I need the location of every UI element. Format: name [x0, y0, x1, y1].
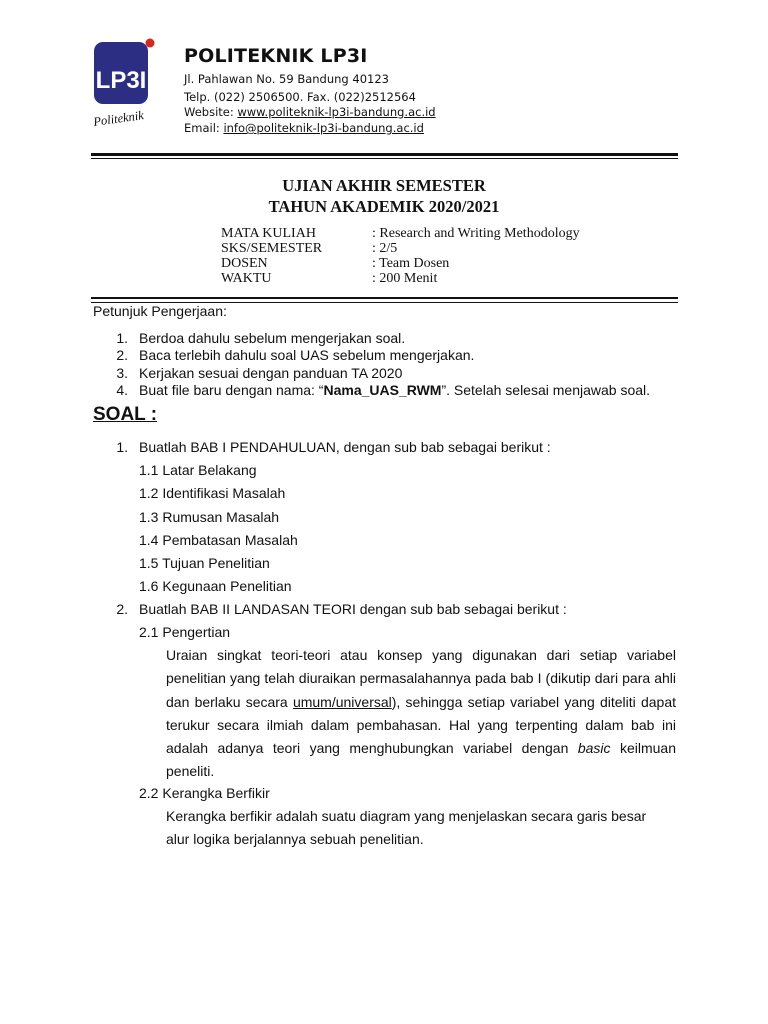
question-number: 1. [116, 439, 128, 455]
instruction-item: Baca terlebih dahulu soal UAS sebelum mengerjakan. [139, 347, 475, 363]
instruction-number: 2. [116, 347, 128, 363]
instruction-number: 4. [116, 382, 128, 398]
soal-heading: SOAL : [93, 404, 158, 425]
instruction-item: Kerjakan sesuai dengan panduan TA 2020 [139, 365, 403, 381]
institution-email-line [184, 121, 424, 135]
subchapter-item: 1.4 Pembatasan Masalah [139, 532, 298, 548]
meta-label-course: MATA KULIAH [221, 226, 316, 241]
framework-paragraph-line: alur logika berjalannya sebuah penelitian. [166, 831, 424, 847]
subchapter-item: 2.1 Pengertian [139, 624, 231, 640]
website-link[interactable]: www.politeknik-lp3i-bandung.ac.id [237, 105, 436, 119]
institution-address: Jl. Pahlawan No. 59 Bandung 40123 [184, 72, 389, 86]
framework-paragraph-line: Kerangka berfikir adalah suatu diagram yang menjelaskan secara garis besar [166, 808, 647, 824]
instruction-text: ”. Setelah selesai menjawab soal. [441, 382, 651, 398]
institution-logo [92, 38, 162, 130]
subchapter-item: 1.6 Kegunaan Penelitian [139, 578, 292, 594]
meta-value-time: : 200 Menit [372, 271, 438, 286]
filename-bold: Nama_UAS_RWM [323, 382, 442, 398]
institution-website-line [184, 105, 436, 119]
letterhead-divider-thick [91, 153, 678, 156]
instructions-heading: Petunjuk Pengerjaan: [93, 303, 227, 319]
website-label: Website: [184, 105, 238, 119]
meta-label-sks: SKS/SEMESTER [221, 241, 323, 256]
header-divider-thick [91, 297, 678, 299]
paragraph-text: keilmuan peneliti. [166, 740, 676, 780]
exam-title: UJIAN AKHIR SEMESTER [282, 176, 486, 195]
letterhead-divider-thin [91, 158, 678, 159]
italic-text: basic [577, 740, 611, 757]
subchapter-item: 1.3 Rumusan Masalah [139, 509, 280, 525]
meta-value-lecturer: : Team Dosen [372, 256, 450, 271]
svg-text:LP3I: LP3I [95, 67, 147, 94]
subchapter-item: 1.5 Tujuan Penelitian [139, 555, 270, 571]
subchapter-item: 2.2 Kerangka Berfikir [139, 785, 270, 801]
question-text: Buatlah BAB I PENDAHULUAN, dengan sub bab sebagai berikut : [139, 439, 551, 455]
institution-phone: Telp. (022) 2506500. Fax. (022)2512564 [184, 90, 416, 104]
subchapter-item: 1.1 Latar Belakang [139, 462, 257, 478]
question-number: 2. [116, 601, 128, 617]
paragraph-text: Uraian singkat teori-teori atau konsep yang digunakan dari setiap variabel penelitian yang telah diuraikan permasalahannya pada bab I (dikutip dari para ahli dan berlaku secara [166, 647, 676, 710]
instruction-text: Buat file baru dengan nama: “ [139, 382, 324, 398]
svg-text:Politeknik: Politeknik [92, 108, 145, 129]
underlined-text: umum/universal [292, 693, 392, 710]
meta-value-sks: : 2/5 [372, 241, 398, 256]
question-text: Buatlah BAB II LANDASAN TEORI dengan sub bab sebagai berikut : [139, 601, 567, 617]
email-link[interactable]: info@politeknik-lp3i-bandung.ac.id [223, 121, 424, 135]
definition-paragraph [166, 644, 676, 784]
email-label: Email: [184, 121, 224, 135]
subchapter-item: 1.2 Identifikasi Masalah [139, 485, 286, 501]
meta-value-course: : Research and Writing Methodology [372, 226, 580, 241]
instruction-number: 3. [116, 365, 128, 381]
meta-label-lecturer: DOSEN [221, 256, 268, 271]
instruction-item [139, 382, 650, 398]
meta-label-time: WAKTU [221, 271, 272, 286]
instruction-item: Berdoa dahulu sebelum mengerjakan soal. [139, 330, 406, 346]
institution-name: POLITEKNIK LP3I [184, 45, 368, 67]
paragraph-text: ), sehingga setiap variabel yang diteliti dapat terukur secara ilmiah dalam pembahasan. Hal yang terpenting dalam bab ini adalah adanya teori yang menghubungkan variabel dengan [166, 693, 676, 757]
instruction-number: 1. [116, 330, 128, 346]
exam-academic-year: TAHUN AKADEMIK 2020/2021 [268, 197, 500, 216]
